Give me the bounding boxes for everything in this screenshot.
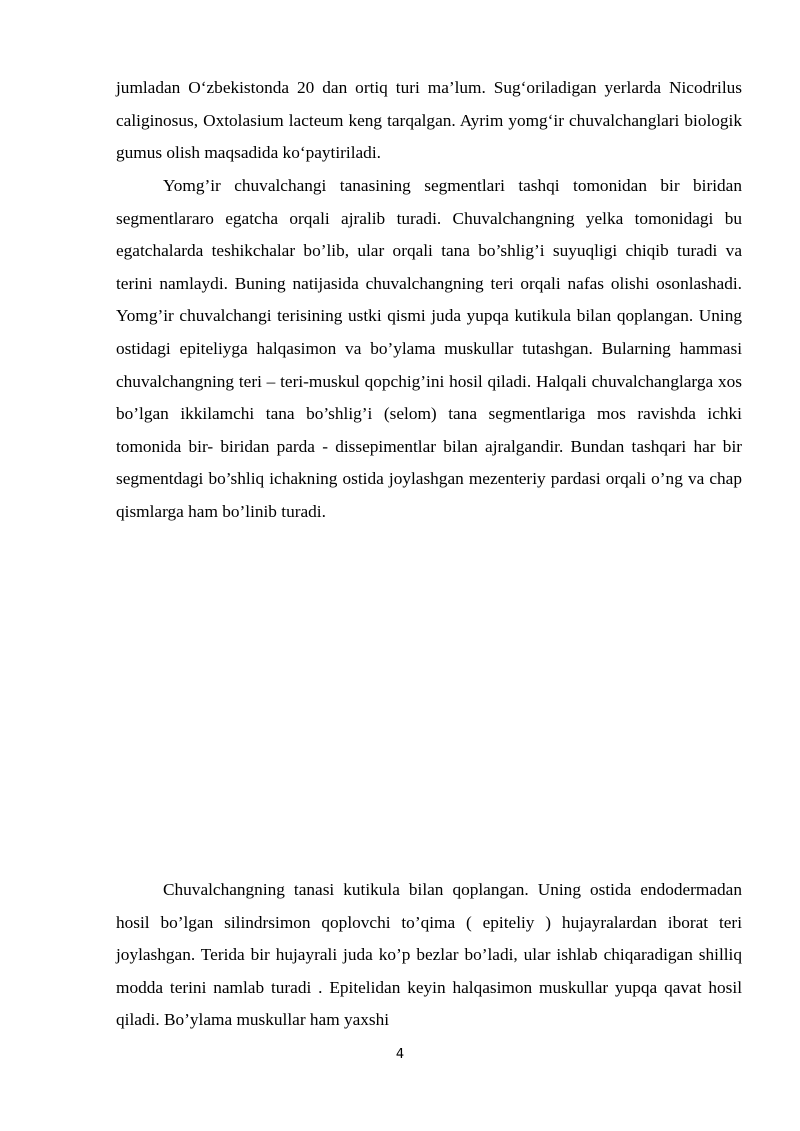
paragraph-body-wall: Yomg’ir chuvalchangi tanasining segmentlari tashqi tomonidan bir biridan segmentlararo egatcha orqali ajralib turadi. Chuvalchangning yelka tomonidagi bu egatchalarda teshikchalar bo’lib, ular orqali tana bo’shlig’i suyuqligi chiqib turadi va terini namlaydi. Buning natijasida chuvalchangning teri orqali nafas olishi osonlashadi. Yomg’ir chuvalchangi terisining ustki qismi juda yupqa kutikula bilan qoplangan. Uning ostidagi epiteliyga halqasimon va bo’ylama muskullar tutashgan. Bularning hammasi chuvalchangning teri – teri-muskul qopchig’ini hosil qiladi. Halqali chuvalchanglarga xos bo’lgan ikkilamchi tana bo’shlig’i (selom) tana segmentlariga mos ravishda ichki tomonida bir- biridan parda - dissepimentlar bilan ajralgandir. Bundan tashqari har bir segmentdagi bo’shliq ichakning ostida joylashgan mezenteriy pardasi orqali o’ng va chap qismlarga ham bo’linib turadi. [116, 176, 742, 521]
page-number: 4 [395, 1047, 405, 1062]
paragraph-cuticle: Chuvalchangning tanasi kutikula bilan qoplangan. Uning ostida endodermadan hosil bo’lgan silindrsimon qoplovchi to’qima ( epiteliy ) hujayralardan iborat teri joylashgan. Terida bir hujayrali juda ko’p bezlar bo’ladi, ular ishlab chiqaradigan shilliq modda terini namlab turadi . Epitelidan keyin halqasimon muskullar yupqa qavat hosil qiladi. Bo’ylama muskullar ham yaxshi [116, 880, 742, 1030]
paragraph-continuation: jumladan O‘zbekistonda 20 dan ortiq turi ma’lum. Sug‘oriladigan yerlarda Nicodrilus caliginosus, Oxtolasium lacteum keng tarqalgan. Ayrim yomg‘ir chuvalchanglari biologik gumus olish maqsadida ko‘paytiriladi. [116, 78, 742, 163]
